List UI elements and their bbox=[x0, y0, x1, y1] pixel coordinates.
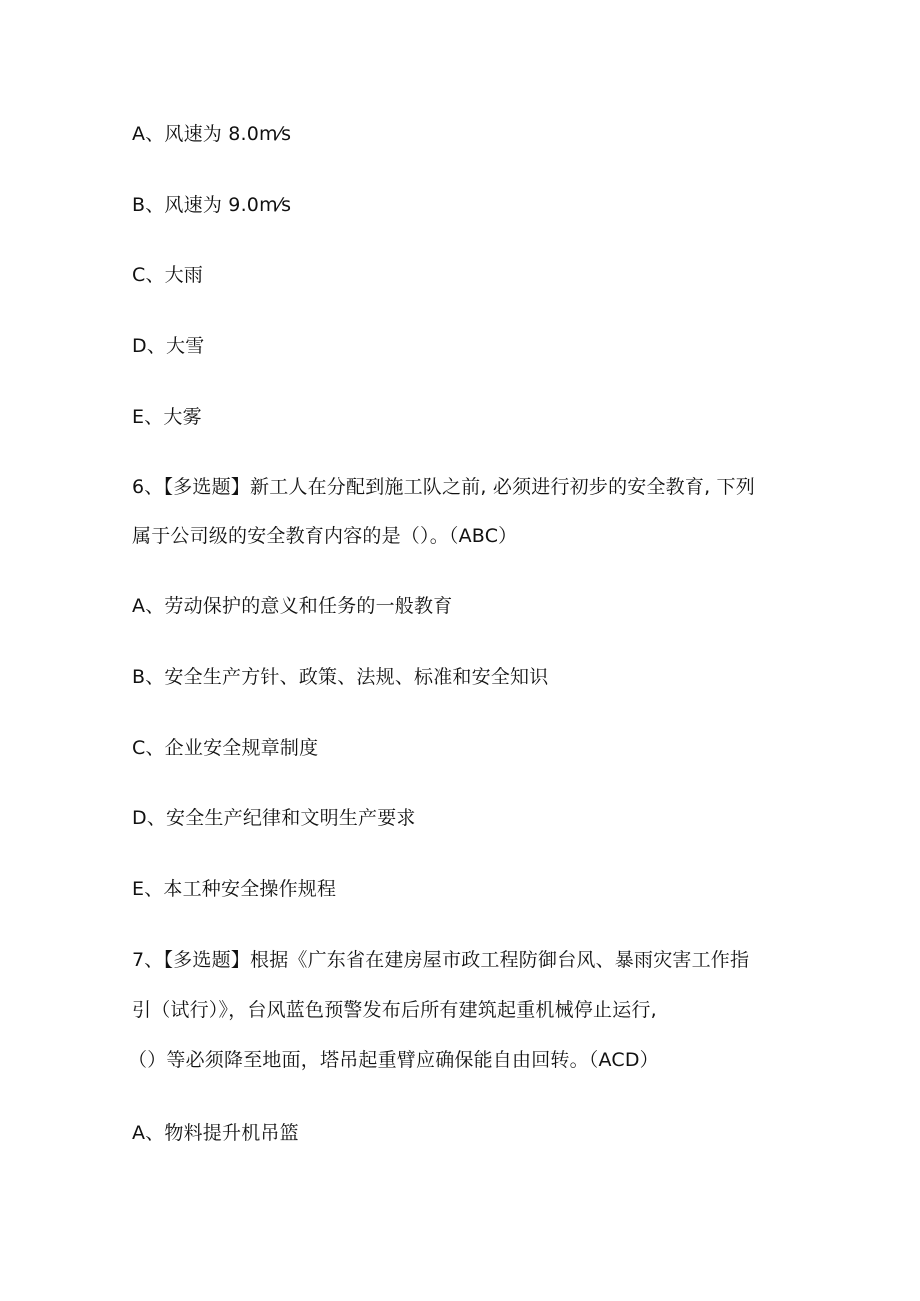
q6-stem-line2: 属于公司级的安全教育内容的是（）。（ABC） bbox=[132, 525, 518, 547]
q5-option-a: A、风速为 8.0m⁄s bbox=[132, 123, 292, 145]
q6-option-c: C、企业安全规章制度 bbox=[132, 737, 319, 759]
q6-option-e: E、本工种安全操作规程 bbox=[132, 878, 337, 900]
q7-stem-line1: 7、【多选题】根据《广东省在建房屋市政工程防御台风、暴雨灾害工作指 bbox=[132, 949, 750, 971]
q7-stem-line2: 引（试行）》，台风蓝色预警发布后所有建筑起重机械停止运行, bbox=[132, 999, 657, 1021]
q6-option-a: A、劳动保护的意义和任务的一般教育 bbox=[132, 595, 453, 617]
q6-option-b: B、安全生产方针、政策、法规、标准和安全知识 bbox=[132, 666, 549, 688]
q6-option-d: D、安全生产纪律和文明生产要求 bbox=[132, 807, 416, 829]
q5-option-c: C、大雨 bbox=[132, 264, 204, 286]
q5-option-d: D、大雪 bbox=[132, 335, 205, 357]
q6-stem-line1: 6、【多选题】新工人在分配到施工队之前, 必须进行初步的安全教育, 下列 bbox=[132, 476, 755, 498]
q5-option-b: B、风速为 9.0m⁄s bbox=[132, 194, 292, 216]
q5-option-e: E、大雾 bbox=[132, 406, 202, 428]
q7-option-a: A、物料提升机吊篮 bbox=[132, 1122, 299, 1144]
q7-stem-line3: （）等必须降至地面，塔吊起重臂应确保能自由回转。（ACD） bbox=[128, 1049, 659, 1071]
